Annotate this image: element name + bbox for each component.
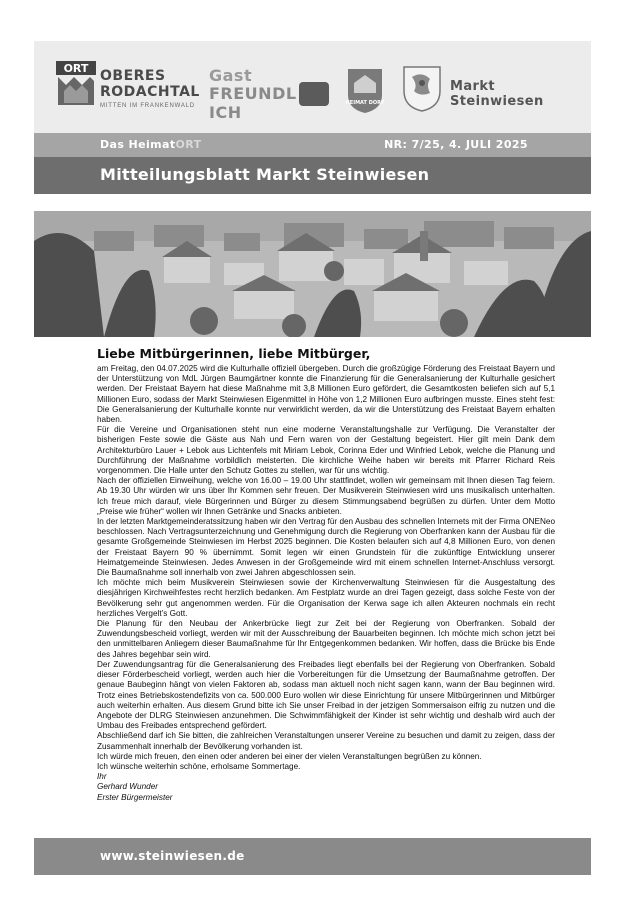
letter-paragraph: am Freitag, den 04.07.2025 wird die Kulturhalle offiziell übergeben. Durch die großzügige Förderung des Freistaat Bayern und der Unterstützung von MdL Jürgen Baumgärtner konnte die Finanzierung für die Generalsanierung der Kulturhalle gesichert werden. Der Freistaat Bayern hat diese Maßnahme mit 3,8 Millionen Euro gefördert, die Gesamtkosten beliefen sich auf 5,1 Millionen Euro, sodass der Markt Steinwiesen Eigenmittel in Höhe von 1,2 Millionen Euro aufbringen musste. Eines steht fest: Die Generalsanierung der Kulturhalle konnte nur verwirklicht werden, da wir die Unterstützung des Freistaat Bayern erhalten haben. <box>97 364 555 425</box>
coat-of-arms-icon <box>400 63 444 113</box>
header-logos <box>34 41 591 133</box>
ort-logo-text: ORT <box>63 62 89 75</box>
region-tagline: MITTEN IM FRANKENWALD <box>100 103 195 109</box>
website-link[interactable]: www.steinwiesen.de <box>100 849 245 863</box>
gastfreundlich-line1: Gast <box>209 66 253 85</box>
newsletter-title: Mitteilungsblatt Markt Steinwiesen <box>100 165 430 184</box>
letter-paragraph: Ich wünsche weiterhin schöne, erholsame Sommertage. <box>97 761 301 771</box>
letter-paragraph: Nach der offiziellen Einweihung, welche von 16.00 – 19.00 Uhr stattfindet, wollen wir gemeinsam mit Ihnen diesen Tag feiern. Ab 19.30 Uhr würden wir uns über Ihr Kommen sehr freuen. Der Musikverein Steinwiesen wird uns musikalisch unterhalten. Ich freue mich darauf, viele Bürgerinnen und Bürger zu diesem Stimmungsabend begrüßen zu dürfen. Unter dem Motto „Preise wie früher“ wollen wir Ihnen Getränke und Snacks anbieten. <box>97 476 555 516</box>
letter-headline: Liebe Mitbürgerinnen, liebe Mitbürger, <box>97 346 371 361</box>
masthead-title-bar <box>34 157 591 194</box>
letter-paragraph: Für die Vereine und Organisationen steht nun eine moderne Veranstaltungshalle zur Verfügung. Die Veranstalter der bisherigen Feste sowie die Gäste aus Nah und Fern waren von der Gestaltung begeistert. Hier gilt mein Dank dem Architekturbüro Lauer + Lebok aus Lichtenfels mit Miriam Lebok, Corinna Eder und Winfried Lebok, welche die Planung und Durchführung der Maßnahme vorbildlich meisterten. Die kirchliche Weihe haben wir bereits mit Pfarrer Richard Reis vorgenommen. Die Halle unter den Schutz Gottes zu stellen, war für uns wichtig. <box>97 425 555 476</box>
signature-closing: Ihr <box>97 772 107 782</box>
letter-paragraph: Ich möchte mich beim Musikverein Steinwiesen sowie der Kirchenverwaltung Steinwiesen für die Ausgestaltung des diesjährigen Kirchweihfestes recht herzlich bedanken. Am Festplatz wurde an drei Tagen gezeigt, dass solche Feste von der Bevölkerung sehr gut angenommen werden. Für die Organisation der Kerwa sage ich allen Akteuren nochmals ein recht herzliches Vergelt’s Gott. <box>97 578 555 618</box>
masthead-info-bar <box>34 133 591 157</box>
letter-paragraph: Der Zuwendungsantrag für die Generalsanierung des Freibades liegt ebenfalls bei der Regierung von Oberfranken. Sobald dieser Förderbescheid vorliegt, werden auch hier die Vorbereitungen für die Umsetzung der Baumaßnahme getroffen. Der genaue Baubeginn hängt von vielen Faktoren ab, sodass man aktuell noch nicht sagen kann, wann der Bau beginnen wird. Trotz eines Betriebskostendefizits von ca. 500.000 Euro wollen wir diese Einrichtung für unsere Mitbürgerinnen und Mitbürger auch weiterhin erhalten. Aus diesem Grund bitte ich Sie unser Freibad in der jetzigen Sommersaison eifrig zu nutzen und die Angebote der DLRG Steinwiesen anzunehmen. Die Schwimmfähigkeit der Kinder ist sehr wichtig und deshalb wird auch der Umbau des Freibades entsprechend gefördert. <box>97 659 555 731</box>
town-photo-illustration <box>34 211 591 337</box>
ort-logo-icon <box>56 61 96 107</box>
mayor-letter <box>97 346 555 803</box>
section-name <box>100 138 202 151</box>
heimatdorf-badge-icon <box>344 61 386 115</box>
signature-name: Gerhard Wunder <box>97 782 158 792</box>
town-photo <box>34 211 591 337</box>
letter-paragraph: Ich würde mich freuen, den einen oder anderen bei einer der vielen Veranstaltungen begrüßen zu können. <box>97 751 482 761</box>
issue-number: NR: 7/25, 4. JULI 2025 <box>384 138 528 151</box>
gastfreundlich-line2: FREUNDL ICH <box>209 84 297 122</box>
newsletter-page <box>34 41 591 875</box>
heimatdorf-label: HEIMAT DORF <box>345 100 385 106</box>
footer-bar <box>34 838 591 875</box>
region-line1: OBERES <box>100 68 166 84</box>
region-line2: RODACHTAL <box>100 84 200 100</box>
section-prefix: Das Heimat <box>100 138 176 151</box>
region-logo-text <box>100 68 200 109</box>
letter-paragraph: Die Planung für den Neubau der Ankerbrücke liegt zur Zeit bei der Regierung von Oberfranken. Sobald der Zuwendungsbescheid vorliegt, werden wir mit der Ausschreibung der Bauarbeiten beginnen. Ich möchte mich schon jetzt bei den unmittelbaren Anliegern dieser Baumaßnahme für Ihr Entgegenkommen bedanken. Wir hoffen, dass die Brücke bis Ende des Jahres begehbar sein wird. <box>97 619 555 659</box>
municipality-name: Markt Steinwiesen <box>450 79 544 109</box>
signature-role: Erster Bürgermeister <box>97 792 173 802</box>
gastfreundlich-logo <box>207 66 329 122</box>
section-suffix: ORT <box>175 138 202 151</box>
letter-paragraph: Abschließend darf ich Sie bitten, die zahlreichen Veranstaltungen unserer Vereine zu besuchen und damit zu zeigen, dass der Zusammenhalt innerhalb der Bevölkerung vorhanden ist. <box>97 731 555 751</box>
letter-paragraph: In der letzten Marktgemeinderatssitzung haben wir den Vertrag für den Ausbau des schnellen Internets mit der Firma ONENeo beschlossen. Nach Vertragsunterzeichnung und Genehmigung durch die Regierung von Oberfranken kann der Ausbau für die gesamte Großgemeinde Steinwiesen im Herbst 2025 beginnen. Die Kosten belaufen sich auf 4,8 Millionen Euro, von denen der Freistaat Bayern 90 % übernimmt. Somit legen wir einen Grundstein für die zukünftige Entwicklung unserer Heimatgemeinde Steinwiesen. Jedes Anwesen in der Großgemeinde wird mit einem schnellen Internet-Anschluss versorgt. Die Baumaßnahme soll innerhalb von zwei Jahren abgeschlossen sein. <box>97 517 555 578</box>
